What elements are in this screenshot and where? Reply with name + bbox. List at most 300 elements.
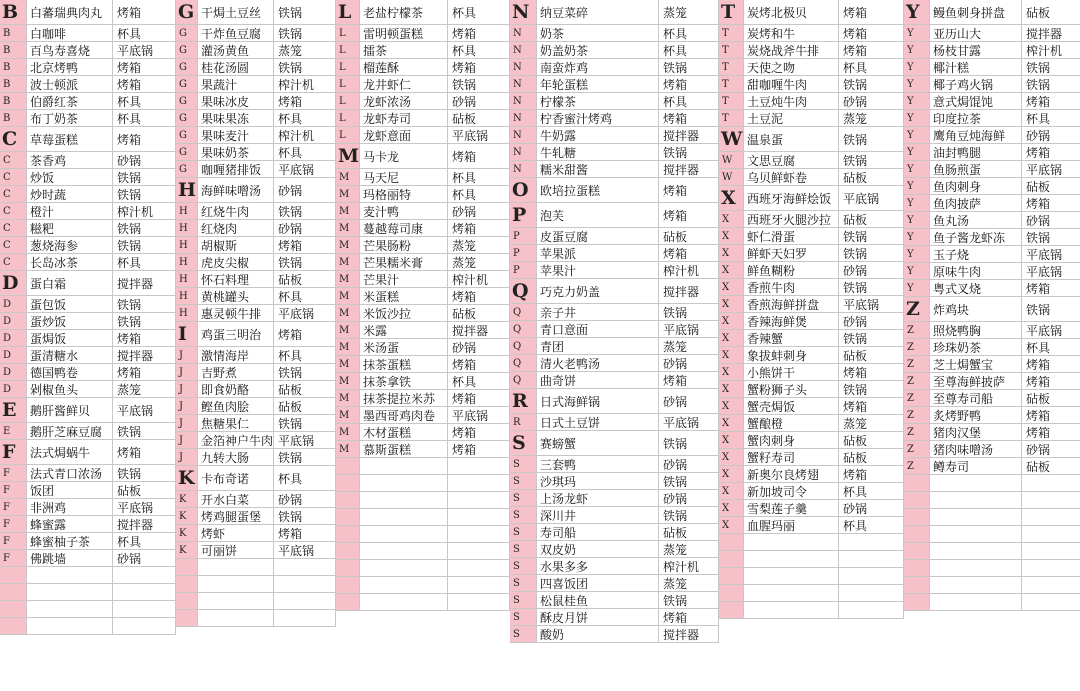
dish-name-cell[interactable] — [27, 601, 113, 617]
cookware-cell[interactable]: 烤箱 — [113, 76, 176, 92]
dish-name-cell[interactable]: 香辣海鲜煲 — [744, 313, 839, 329]
dish-name-cell[interactable]: 新奥尔良烤翅 — [744, 466, 839, 482]
dish-name-cell[interactable]: 果味奶茶 — [198, 144, 274, 160]
initial-letter-cell[interactable]: Y — [904, 42, 930, 58]
initial-letter-cell[interactable]: G — [176, 110, 198, 126]
initial-letter-cell[interactable]: C — [0, 152, 27, 168]
initial-letter-cell[interactable]: D — [0, 347, 27, 363]
initial-letter-cell[interactable] — [719, 585, 744, 601]
initial-letter-cell[interactable]: Y — [904, 246, 930, 262]
cookware-cell[interactable]: 砧板 — [839, 449, 904, 465]
dish-name-cell[interactable]: 香煎海鲜拼盘 — [744, 296, 839, 312]
initial-letter-cell[interactable]: M — [336, 203, 360, 219]
dish-name-cell[interactable]: 果味麦汁 — [198, 127, 274, 143]
initial-letter-cell[interactable] — [904, 526, 930, 542]
dish-name-cell[interactable]: 鱼肠煎蛋 — [930, 161, 1022, 177]
initial-letter-cell[interactable]: C — [0, 220, 27, 236]
initial-letter-cell[interactable]: L — [336, 42, 360, 58]
dish-name-cell[interactable]: 擂茶 — [360, 42, 448, 58]
cookware-cell[interactable]: 烤箱 — [1022, 407, 1080, 423]
dish-name-cell[interactable]: 蟹酿橙 — [744, 415, 839, 431]
cookware-cell[interactable]: 砂锅 — [274, 491, 336, 507]
initial-letter-cell[interactable] — [336, 594, 360, 610]
initial-letter-cell[interactable]: D — [0, 313, 27, 329]
cookware-cell[interactable]: 烤箱 — [113, 127, 176, 151]
dish-name-cell[interactable]: 日式土豆饼 — [537, 414, 659, 430]
dish-name-cell[interactable]: 桂花汤圆 — [198, 59, 274, 75]
initial-letter-cell[interactable]: Q — [510, 279, 537, 303]
cookware-cell[interactable]: 平底锅 — [1022, 161, 1080, 177]
cookware-cell[interactable] — [448, 594, 510, 610]
cookware-cell[interactable]: 烤箱 — [1022, 356, 1080, 372]
initial-letter-cell[interactable]: F — [0, 550, 27, 566]
initial-letter-cell[interactable]: B — [0, 0, 27, 24]
cookware-cell[interactable]: 烤箱 — [839, 42, 904, 58]
dish-name-cell[interactable]: 深川井 — [537, 507, 659, 523]
cookware-cell[interactable]: 铁锅 — [113, 237, 176, 253]
initial-letter-cell[interactable]: T — [719, 59, 744, 75]
dish-name-cell[interactable]: 赛螃蟹 — [537, 431, 659, 455]
initial-letter-cell[interactable]: K — [176, 525, 198, 541]
initial-letter-cell[interactable]: M — [336, 373, 360, 389]
initial-letter-cell[interactable]: Q — [510, 355, 537, 371]
dish-name-cell[interactable]: 蛋白霜 — [27, 271, 113, 295]
initial-letter-cell[interactable]: M — [336, 271, 360, 287]
dish-name-cell[interactable]: 血腥玛丽 — [744, 517, 839, 533]
initial-letter-cell[interactable]: Q — [510, 338, 537, 354]
initial-letter-cell[interactable]: K — [176, 508, 198, 524]
cookware-cell[interactable]: 平底锅 — [274, 432, 336, 448]
cookware-cell[interactable]: 铁锅 — [839, 330, 904, 346]
dish-name-cell[interactable]: 金箔神户牛肉 — [198, 432, 274, 448]
cookware-cell[interactable]: 砂锅 — [113, 550, 176, 566]
initial-letter-cell[interactable]: F — [0, 516, 27, 532]
cookware-cell[interactable]: 杯具 — [113, 110, 176, 126]
initial-letter-cell[interactable]: X — [719, 381, 744, 397]
initial-letter-cell[interactable] — [719, 602, 744, 618]
cookware-cell[interactable]: 烤箱 — [659, 245, 719, 261]
initial-letter-cell[interactable]: Y — [904, 280, 930, 296]
cookware-cell[interactable] — [839, 602, 904, 618]
initial-letter-cell[interactable]: N — [510, 76, 537, 92]
cookware-cell[interactable]: 铁锅 — [274, 449, 336, 465]
cookware-cell[interactable]: 蒸笼 — [659, 338, 719, 354]
cookware-cell[interactable]: 烤箱 — [113, 440, 176, 464]
initial-letter-cell[interactable]: N — [510, 127, 537, 143]
dish-name-cell[interactable] — [27, 584, 113, 600]
cookware-cell[interactable]: 砧板 — [1022, 458, 1080, 474]
dish-name-cell[interactable]: 青团 — [537, 338, 659, 354]
initial-letter-cell[interactable]: G — [176, 93, 198, 109]
cookware-cell[interactable]: 砂锅 — [659, 389, 719, 413]
cookware-cell[interactable]: 杯具 — [274, 110, 336, 126]
cookware-cell[interactable] — [839, 585, 904, 601]
dish-name-cell[interactable]: 抹茶拿铁 — [360, 373, 448, 389]
dish-name-cell[interactable] — [930, 577, 1022, 593]
cookware-cell[interactable] — [839, 568, 904, 584]
cookware-cell[interactable]: 铁锅 — [274, 254, 336, 270]
cookware-cell[interactable] — [113, 618, 176, 634]
initial-letter-cell[interactable]: T — [719, 110, 744, 126]
cookware-cell[interactable]: 砧板 — [274, 381, 336, 397]
initial-letter-cell[interactable]: D — [0, 364, 27, 380]
initial-letter-cell[interactable]: Z — [904, 441, 930, 457]
cookware-cell[interactable]: 铁锅 — [659, 144, 719, 160]
cookware-cell[interactable]: 铁锅 — [113, 313, 176, 329]
cookware-cell[interactable]: 蒸笼 — [839, 110, 904, 126]
cookware-cell[interactable]: 铁锅 — [1022, 297, 1080, 321]
dish-name-cell[interactable]: 鹅肝酱鲜贝 — [27, 398, 113, 422]
cookware-cell[interactable]: 砧板 — [1022, 0, 1080, 24]
dish-name-cell[interactable]: 日式海鲜锅 — [537, 389, 659, 413]
cookware-cell[interactable] — [1022, 560, 1080, 576]
dish-name-cell[interactable]: 米露 — [360, 322, 448, 338]
initial-letter-cell[interactable]: N — [510, 110, 537, 126]
dish-name-cell[interactable]: 油封鸭腿 — [930, 144, 1022, 160]
dish-name-cell[interactable]: 海鲜味噌汤 — [198, 178, 274, 202]
cookware-cell[interactable]: 烤箱 — [274, 322, 336, 346]
dish-name-cell[interactable]: 吉野煮 — [198, 364, 274, 380]
dish-name-cell[interactable]: 玛格丽特 — [360, 186, 448, 202]
cookware-cell[interactable]: 榨汁机 — [448, 271, 510, 287]
initial-letter-cell[interactable]: Z — [904, 356, 930, 372]
initial-letter-cell[interactable]: Y — [904, 161, 930, 177]
initial-letter-cell[interactable] — [904, 594, 930, 610]
initial-letter-cell[interactable] — [719, 534, 744, 550]
cookware-cell[interactable]: 砂锅 — [1022, 127, 1080, 143]
dish-name-cell[interactable]: 干炸鱼豆腐 — [198, 25, 274, 41]
initial-letter-cell[interactable]: W — [719, 152, 744, 168]
initial-letter-cell[interactable]: R — [510, 389, 537, 413]
dish-name-cell[interactable]: 天使之吻 — [744, 59, 839, 75]
dish-name-cell[interactable]: 牛轧糖 — [537, 144, 659, 160]
dish-name-cell[interactable]: 温泉蛋 — [744, 127, 839, 151]
cookware-cell[interactable] — [448, 526, 510, 542]
dish-name-cell[interactable]: 文思豆腐 — [744, 152, 839, 168]
initial-letter-cell[interactable]: M — [336, 356, 360, 372]
initial-letter-cell[interactable]: M — [336, 339, 360, 355]
cookware-cell[interactable] — [448, 475, 510, 491]
dish-name-cell[interactable]: 香煎牛肉 — [744, 279, 839, 295]
dish-name-cell[interactable]: 猪肉汉堡 — [930, 424, 1022, 440]
cookware-cell[interactable]: 铁锅 — [659, 431, 719, 455]
dish-name-cell[interactable]: 珍珠奶茶 — [930, 339, 1022, 355]
initial-letter-cell[interactable]: S — [510, 541, 537, 557]
cookware-cell[interactable]: 蒸笼 — [274, 42, 336, 58]
dish-name-cell[interactable] — [198, 610, 274, 626]
dish-name-cell[interactable]: 老盐柠檬茶 — [360, 0, 448, 24]
cookware-cell[interactable] — [448, 577, 510, 593]
dish-name-cell[interactable]: 怀石料理 — [198, 271, 274, 287]
dish-name-cell[interactable]: 纳豆菜碎 — [537, 0, 659, 24]
initial-letter-cell[interactable]: W — [721, 128, 743, 150]
initial-letter-cell[interactable]: B — [0, 93, 27, 109]
initial-letter-cell[interactable]: Z — [904, 407, 930, 423]
initial-letter-cell[interactable]: X — [719, 211, 744, 227]
cookware-cell[interactable]: 平底锅 — [1022, 246, 1080, 262]
dish-name-cell[interactable] — [930, 475, 1022, 491]
dish-name-cell[interactable]: 惠灵顿牛排 — [198, 305, 274, 321]
dish-name-cell[interactable] — [744, 602, 839, 618]
cookware-cell[interactable]: 烤箱 — [113, 364, 176, 380]
dish-name-cell[interactable]: 龙虾寿司 — [360, 110, 448, 126]
dish-name-cell[interactable]: 雷明顿蛋糕 — [360, 25, 448, 41]
initial-letter-cell[interactable]: K — [176, 466, 198, 490]
cookware-cell[interactable]: 烤箱 — [659, 372, 719, 388]
dish-name-cell[interactable]: 木材蛋糕 — [360, 424, 448, 440]
initial-letter-cell[interactable] — [176, 593, 198, 609]
cookware-cell[interactable]: 搅拌器 — [659, 127, 719, 143]
dish-name-cell[interactable]: 鳗鱼刺身拼盘 — [930, 0, 1022, 24]
dish-name-cell[interactable]: 三套鸭 — [537, 456, 659, 472]
dish-name-cell[interactable]: 麦汁鸭 — [360, 203, 448, 219]
initial-letter-cell[interactable] — [336, 577, 360, 593]
cookware-cell[interactable]: 铁锅 — [1022, 59, 1080, 75]
initial-letter-cell[interactable]: Q — [510, 304, 537, 320]
initial-letter-cell[interactable]: M — [338, 145, 360, 167]
cookware-cell[interactable]: 砂锅 — [1022, 212, 1080, 228]
cookware-cell[interactable]: 榨汁机 — [1022, 42, 1080, 58]
dish-name-cell[interactable]: 蟹籽寿司 — [744, 449, 839, 465]
cookware-cell[interactable]: 铁锅 — [113, 186, 176, 202]
initial-letter-cell[interactable]: J — [176, 449, 198, 465]
dish-name-cell[interactable]: 布丁奶茶 — [27, 110, 113, 126]
initial-letter-cell[interactable]: F — [0, 533, 27, 549]
dish-name-cell[interactable]: 九转大肠 — [198, 449, 274, 465]
dish-name-cell[interactable]: 炙烤野鸭 — [930, 407, 1022, 423]
initial-letter-cell[interactable]: O — [510, 178, 537, 202]
dish-name-cell[interactable]: 鱼丸汤 — [930, 212, 1022, 228]
cookware-cell[interactable] — [274, 593, 336, 609]
dish-name-cell[interactable] — [360, 458, 448, 474]
cookware-cell[interactable]: 烤箱 — [448, 441, 510, 457]
initial-letter-cell[interactable]: H — [176, 178, 198, 202]
cookware-cell[interactable]: 平底锅 — [659, 414, 719, 430]
dish-name-cell[interactable]: 芒果糯米膏 — [360, 254, 448, 270]
dish-name-cell[interactable]: 牛奶露 — [537, 127, 659, 143]
cookware-cell[interactable]: 烤箱 — [448, 390, 510, 406]
cookware-cell[interactable]: 蒸笼 — [839, 415, 904, 431]
dish-name-cell[interactable]: 炸鸡块 — [930, 297, 1022, 321]
initial-letter-cell[interactable]: Y — [904, 76, 930, 92]
initial-letter-cell[interactable] — [336, 543, 360, 559]
initial-letter-cell[interactable]: C — [0, 203, 27, 219]
dish-name-cell[interactable]: 玉子烧 — [930, 246, 1022, 262]
dish-name-cell[interactable] — [744, 534, 839, 550]
dish-name-cell[interactable]: 清火老鸭汤 — [537, 355, 659, 371]
initial-letter-cell[interactable]: P — [510, 262, 537, 278]
cookware-cell[interactable]: 砂锅 — [659, 355, 719, 371]
cookware-cell[interactable]: 砂锅 — [274, 220, 336, 236]
cookware-cell[interactable] — [448, 560, 510, 576]
dish-name-cell[interactable] — [744, 585, 839, 601]
initial-letter-cell[interactable]: B — [0, 59, 27, 75]
initial-letter-cell[interactable]: M — [336, 407, 360, 423]
initial-letter-cell[interactable]: G — [176, 59, 198, 75]
initial-letter-cell[interactable]: L — [336, 110, 360, 126]
initial-letter-cell[interactable]: X — [719, 364, 744, 380]
cookware-cell[interactable]: 铁锅 — [839, 152, 904, 168]
dish-name-cell[interactable]: 葱烧海参 — [27, 237, 113, 253]
initial-letter-cell[interactable] — [336, 509, 360, 525]
initial-letter-cell[interactable]: M — [336, 237, 360, 253]
cookware-cell[interactable]: 杯具 — [448, 169, 510, 185]
initial-letter-cell[interactable]: Y — [904, 195, 930, 211]
cookware-cell[interactable]: 杯具 — [113, 93, 176, 109]
cookware-cell[interactable]: 杯具 — [274, 288, 336, 304]
cookware-cell[interactable]: 烤箱 — [1022, 280, 1080, 296]
dish-name-cell[interactable]: 长岛冰茶 — [27, 254, 113, 270]
dish-name-cell[interactable]: 猪肉味噌汤 — [930, 441, 1022, 457]
initial-letter-cell[interactable]: X — [719, 228, 744, 244]
initial-letter-cell[interactable]: N — [510, 144, 537, 160]
initial-letter-cell[interactable]: Z — [904, 339, 930, 355]
dish-name-cell[interactable]: 烤虾 — [198, 525, 274, 541]
dish-name-cell[interactable]: 沙琪玛 — [537, 473, 659, 489]
initial-letter-cell[interactable]: P — [510, 228, 537, 244]
dish-name-cell[interactable]: 芝士焗蟹宝 — [930, 356, 1022, 372]
cookware-cell[interactable] — [113, 601, 176, 617]
cookware-cell[interactable]: 杯具 — [1022, 110, 1080, 126]
cookware-cell[interactable] — [1022, 475, 1080, 491]
cookware-cell[interactable]: 烤箱 — [448, 25, 510, 41]
cookware-cell[interactable]: 铁锅 — [839, 127, 904, 151]
initial-letter-cell[interactable]: R — [510, 414, 537, 430]
dish-name-cell[interactable]: 亚历山大 — [930, 25, 1022, 41]
cookware-cell[interactable]: 烤箱 — [659, 609, 719, 625]
cookware-cell[interactable]: 榨汁机 — [274, 127, 336, 143]
cookware-cell[interactable]: 砂锅 — [274, 178, 336, 202]
dish-name-cell[interactable]: 果蔬汁 — [198, 76, 274, 92]
dish-name-cell[interactable]: 马天尼 — [360, 169, 448, 185]
cookware-cell[interactable]: 搅拌器 — [448, 322, 510, 338]
initial-letter-cell[interactable]: L — [336, 127, 360, 143]
initial-letter-cell[interactable]: Y — [904, 59, 930, 75]
dish-name-cell[interactable]: 蛋焗饭 — [27, 330, 113, 346]
dish-name-cell[interactable]: 鹅肝芝麻豆腐 — [27, 423, 113, 439]
cookware-cell[interactable] — [1022, 492, 1080, 508]
initial-letter-cell[interactable]: J — [176, 432, 198, 448]
dish-name-cell[interactable]: 米蛋糕 — [360, 288, 448, 304]
cookware-cell[interactable]: 烤箱 — [274, 237, 336, 253]
initial-letter-cell[interactable]: X — [719, 517, 744, 533]
initial-letter-cell[interactable]: M — [336, 288, 360, 304]
dish-name-cell[interactable]: 至尊寿司船 — [930, 390, 1022, 406]
cookware-cell[interactable]: 榨汁机 — [113, 203, 176, 219]
dish-name-cell[interactable]: 佛跳墙 — [27, 550, 113, 566]
initial-letter-cell[interactable] — [904, 475, 930, 491]
initial-letter-cell[interactable]: Z — [904, 458, 930, 474]
dish-name-cell[interactable]: 饭团 — [27, 482, 113, 498]
cookware-cell[interactable]: 烤箱 — [1022, 93, 1080, 109]
dish-name-cell[interactable]: 法式焗蜗牛 — [27, 440, 113, 464]
dish-name-cell[interactable]: 蔓越莓司康 — [360, 220, 448, 236]
dish-name-cell[interactable] — [930, 526, 1022, 542]
cookware-cell[interactable]: 杯具 — [839, 59, 904, 75]
cookware-cell[interactable]: 烤箱 — [659, 178, 719, 202]
dish-name-cell[interactable]: 橙汁 — [27, 203, 113, 219]
dish-name-cell[interactable]: 双皮奶 — [537, 541, 659, 557]
initial-letter-cell[interactable]: L — [336, 59, 360, 75]
cookware-cell[interactable]: 烤箱 — [274, 93, 336, 109]
cookware-cell[interactable] — [839, 551, 904, 567]
dish-name-cell[interactable]: 乌贝鲜虾卷 — [744, 169, 839, 185]
dish-name-cell[interactable]: 烤鸡腿蛋堡 — [198, 508, 274, 524]
cookware-cell[interactable]: 杯具 — [448, 373, 510, 389]
cookware-cell[interactable]: 铁锅 — [113, 423, 176, 439]
cookware-cell[interactable]: 砂锅 — [659, 490, 719, 506]
initial-letter-cell[interactable]: X — [719, 347, 744, 363]
initial-letter-cell[interactable]: L — [336, 0, 360, 24]
initial-letter-cell[interactable]: C — [0, 127, 27, 151]
dish-name-cell[interactable] — [27, 618, 113, 634]
dish-name-cell[interactable]: 龙井虾仁 — [360, 76, 448, 92]
cookware-cell[interactable]: 铁锅 — [274, 364, 336, 380]
dish-name-cell[interactable]: 鱼子酱龙虾冻 — [930, 229, 1022, 245]
dish-name-cell[interactable]: 柠香蜜汁烤鸡 — [537, 110, 659, 126]
initial-letter-cell[interactable]: M — [336, 424, 360, 440]
cookware-cell[interactable]: 蒸笼 — [659, 575, 719, 591]
cookware-cell[interactable]: 榨汁机 — [659, 558, 719, 574]
initial-letter-cell[interactable]: W — [719, 169, 744, 185]
dish-name-cell[interactable]: 照烧鸭胸 — [930, 322, 1022, 338]
cookware-cell[interactable]: 烤箱 — [839, 364, 904, 380]
dish-name-cell[interactable]: 香辣蟹 — [744, 330, 839, 346]
cookware-cell[interactable]: 铁锅 — [659, 507, 719, 523]
initial-letter-cell[interactable] — [904, 560, 930, 576]
cookware-cell[interactable]: 烤箱 — [113, 0, 176, 24]
initial-letter-cell[interactable] — [0, 601, 27, 617]
cookware-cell[interactable]: 铁锅 — [274, 508, 336, 524]
cookware-cell[interactable]: 砧板 — [1022, 390, 1080, 406]
cookware-cell[interactable]: 杯具 — [113, 25, 176, 41]
initial-letter-cell[interactable] — [176, 559, 198, 575]
dish-name-cell[interactable]: 灌汤黄鱼 — [198, 42, 274, 58]
initial-letter-cell[interactable]: K — [176, 491, 198, 507]
initial-letter-cell[interactable] — [336, 475, 360, 491]
dish-name-cell[interactable]: 白咖啡 — [27, 25, 113, 41]
cookware-cell[interactable]: 烤箱 — [448, 220, 510, 236]
cookware-cell[interactable]: 平底锅 — [448, 127, 510, 143]
initial-letter-cell[interactable] — [904, 492, 930, 508]
initial-letter-cell[interactable]: X — [719, 398, 744, 414]
dish-name-cell[interactable]: 芒果汁 — [360, 271, 448, 287]
dish-name-cell[interactable]: 北京烤鸭 — [27, 59, 113, 75]
cookware-cell[interactable]: 铁锅 — [274, 59, 336, 75]
initial-letter-cell[interactable]: S — [510, 456, 537, 472]
cookware-cell[interactable]: 砧板 — [659, 524, 719, 540]
initial-letter-cell[interactable] — [719, 551, 744, 567]
cookware-cell[interactable] — [1022, 577, 1080, 593]
cookware-cell[interactable] — [1022, 526, 1080, 542]
initial-letter-cell[interactable]: P — [510, 245, 537, 261]
dish-name-cell[interactable]: 龙虾意面 — [360, 127, 448, 143]
initial-letter-cell[interactable] — [336, 458, 360, 474]
dish-name-cell[interactable] — [360, 492, 448, 508]
dish-name-cell[interactable]: 慕斯蛋糕 — [360, 441, 448, 457]
dish-name-cell[interactable] — [930, 560, 1022, 576]
cookware-cell[interactable]: 铁锅 — [839, 381, 904, 397]
dish-name-cell[interactable]: 蜂蜜柚子茶 — [27, 533, 113, 549]
dish-name-cell[interactable]: 甜咖喱牛肉 — [744, 76, 839, 92]
dish-name-cell[interactable]: 干焗土豆丝 — [198, 0, 274, 24]
initial-letter-cell[interactable]: K — [176, 542, 198, 558]
dish-name-cell[interactable]: 蜂蜜露 — [27, 516, 113, 532]
initial-letter-cell[interactable]: N — [510, 25, 537, 41]
dish-name-cell[interactable] — [360, 509, 448, 525]
dish-name-cell[interactable]: 炒饭 — [27, 169, 113, 185]
dish-name-cell[interactable]: 胡椒斯 — [198, 237, 274, 253]
